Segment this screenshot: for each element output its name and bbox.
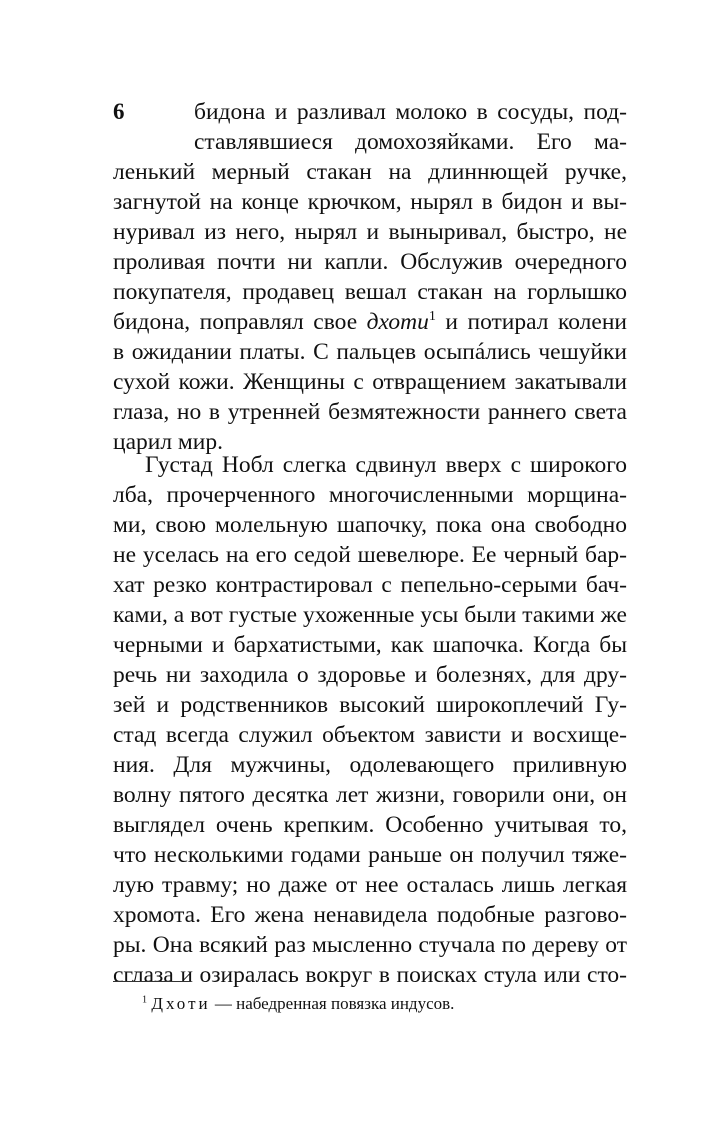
text-line: лба, прочерченного многочисленными морщина- (113, 482, 627, 508)
text-line: зей и родственников высокий широкоплечий Гу- (113, 692, 627, 718)
italic-term: дхоти (366, 309, 429, 335)
text-line: глаза, но в утренней безмятежности раннего света (113, 399, 627, 425)
footnote (142, 993, 454, 1015)
text-line: волну пятого десятка лет жизни, говорили они, он (113, 782, 627, 808)
text-line: сухой кожи. Женщины с отвращением закатывали (113, 369, 627, 395)
text-line: лую травму; но даже от нее осталась лишь легкая (113, 872, 627, 898)
text-fragment: и потирал колени (435, 309, 627, 335)
text-line: что несколькими годами раньше он получил тяже- (113, 842, 627, 868)
text-line: проливая почти ни капли. Обслужив очередного (113, 249, 627, 275)
text-line: ры. Она всякий раз мысленно стучала по дереву от (113, 932, 627, 958)
footnote-term: Дхоти (151, 994, 211, 1013)
text-line: ками, а вот густые ухоженные усы были такими же (113, 602, 627, 628)
text-line: царил мир. (113, 429, 224, 455)
text-line: выглядел очень крепким. Особенно учитывая то, (113, 812, 627, 838)
text-line: нyривал из него, нырял и выныривал, быстро, не (113, 219, 627, 245)
text-line: стад всегда служил объектом зависти и восхище- (113, 722, 627, 748)
footnote-text: — набедренная повязка индусов. (210, 994, 455, 1013)
text-line: покупателя, продавец вешал стакан на горлышко (113, 279, 627, 305)
text-fragment: бидона, поправлял свое (113, 309, 367, 335)
text-line: хат резко контрастировал с пепельно-серыми бач- (113, 572, 627, 598)
text-line: ленький мерный стакан на длиннющей ручке, (113, 159, 627, 185)
footnote-divider (113, 981, 191, 982)
text-line: черными и бархатистыми, как шапочка. Когда бы (113, 632, 627, 658)
text-line-with-footnote (113, 307, 627, 337)
text-line: ми, свою молельную шапочку, пока она свободно (113, 512, 627, 538)
text-line: ния. Для мужчины, одолевающего приливную (113, 752, 627, 778)
footnote-ref: 1 (428, 308, 436, 325)
text-line: ставлявшиеся домохозяйками. Его ма- (194, 129, 627, 155)
text-line: хромота. Его жена ненавидела подобные разгово- (113, 902, 627, 928)
footnote-marker: 1 (142, 994, 148, 1006)
text-line: не уселась на его седой шевелюре. Ее черный бар- (113, 542, 627, 568)
text-line: загнутой на конце крючком, нырял в бидон и вы- (113, 189, 627, 215)
text-line: бидона и разливал молоко в сосуды, под- (194, 99, 627, 125)
text-line: в ожидании платы. С пальцев осыпáлись чешуйки (113, 339, 627, 365)
text-line: Густад Нобл слегка сдвинул вверх с широкого (145, 452, 627, 478)
page-number: 6 (113, 99, 125, 124)
text-line: речь ни заходила о здоровье и болезнях, для дру- (113, 662, 627, 688)
text-line: сглаза и озиралась вокруг в поисках стула или сто- (113, 962, 627, 988)
